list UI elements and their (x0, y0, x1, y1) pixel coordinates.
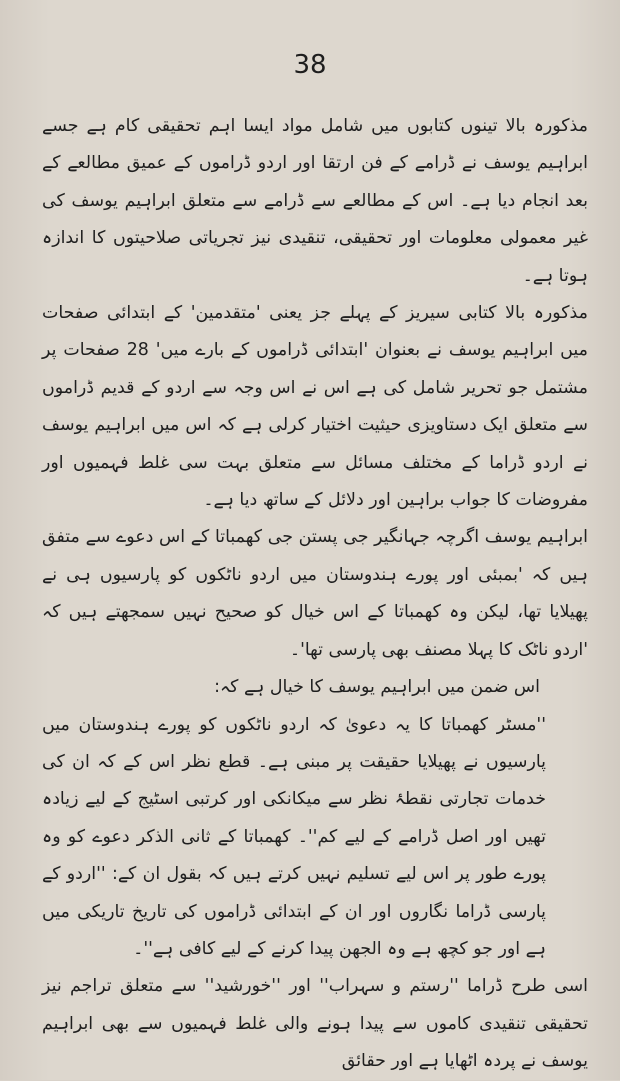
paragraph-3: ابراہیم یوسف اگرچہ جہانگیر جی پستن جی کھمباتا کے اس دعوے سے متفق ہیں کہ 'بمبئی اور پورے ہندوستان میں اردو ناٹکوں کو پارسیوں ہی نے پھیلایا تھا، لیکن وہ کھمباتا کے اس خیال کو صحیح نہیں سمجھتے ہیں کہ 'اردو ناٹک کا پہلا مصنف بھی پارسی تھا'۔ (42, 527, 588, 660)
page-number: 38 (293, 50, 327, 80)
closing-paragraph: اسی طرح ڈراما ''رستم و سہراب'' اور ''خورشید'' سے متعلق تراجم نیز تحقیقی تنقیدی کاموں سے پیدا ہونے والی غلط فہمیوں سے بھی ابراہیم یوسف نے پردہ اٹھایا ہے اور حقائق (42, 976, 588, 1072)
page-body (42, 108, 588, 1081)
paragraph-2: مذکورہ بالا کتابی سیریز کے پہلے جز یعنی 'متقدمین' کے ابتدائی صفحات میں ابراہیم یوسف نے بعنوان 'ابتدائی ڈراموں کے بارے میں' 28 صفحات پر مشتمل جو تحریر شامل کی ہے اس نے اس وجہ سے اردو کے قدیم ڈراموں سے متعلق ایک دستاویزی حیثیت اختیار کرلی ہے کہ اس میں ابراہیم یوسف نے اردو ڈراما کے مختلف مسائل سے متعلق بہت سی غلط فہمیوں اور مفروضات کا جواب براہین اور دلائل کے ساتھ دیا ہے۔ (42, 303, 588, 511)
quote-intro: اس ضمن میں ابراہیم یوسف کا خیال ہے کہ: (214, 677, 540, 698)
block-quote: ''مسٹر کھمباتا کا یہ دعویٰ کہ اردو ناٹکوں کو پورے ہندوستان میں پارسیوں نے پھیلایا حقیقت پر مبنی ہے۔ قطع نظر اس کے کہ ان کی خدمات تجارتی نقطۂ نظر سے میکانکی اور کرتبی اسٹیج کے لیے زیادہ تھیں اور اصل ڈرامے کے لیے کم''۔ کھمباتا کے ثانی الذکر دعوے کو وہ پورے طور پر اس لیے تسلیم نہیں کرتے ہیں کہ بقول ان کے: ''اردو کے پارسی ڈراما نگاروں اور ان کے ابتدائی ڈراموں کی تاریخ تاریکی میں ہے اور جو کچھ ہے وہ الجھن پیدا کرنے کے لیے کافی ہے''۔ (42, 714, 546, 959)
paragraph-1: مذکورہ بالا تینوں کتابوں میں شامل مواد ایسا اہم تحقیقی کام ہے جسے ابراہیم یوسف نے ڈرامے کے فن ارتقا اور اردو ڈراموں کے عمیق مطالعے کے بعد انجام دیا ہے۔ اس کے مطالعے سے ڈرامے سے متعلق ابراہیم یوسف کی غیر معمولی معلومات اور تحقیقی، تنقیدی نیز تجریاتی صلاحیتوں کا اندازہ ہوتا ہے۔ (42, 116, 588, 286)
